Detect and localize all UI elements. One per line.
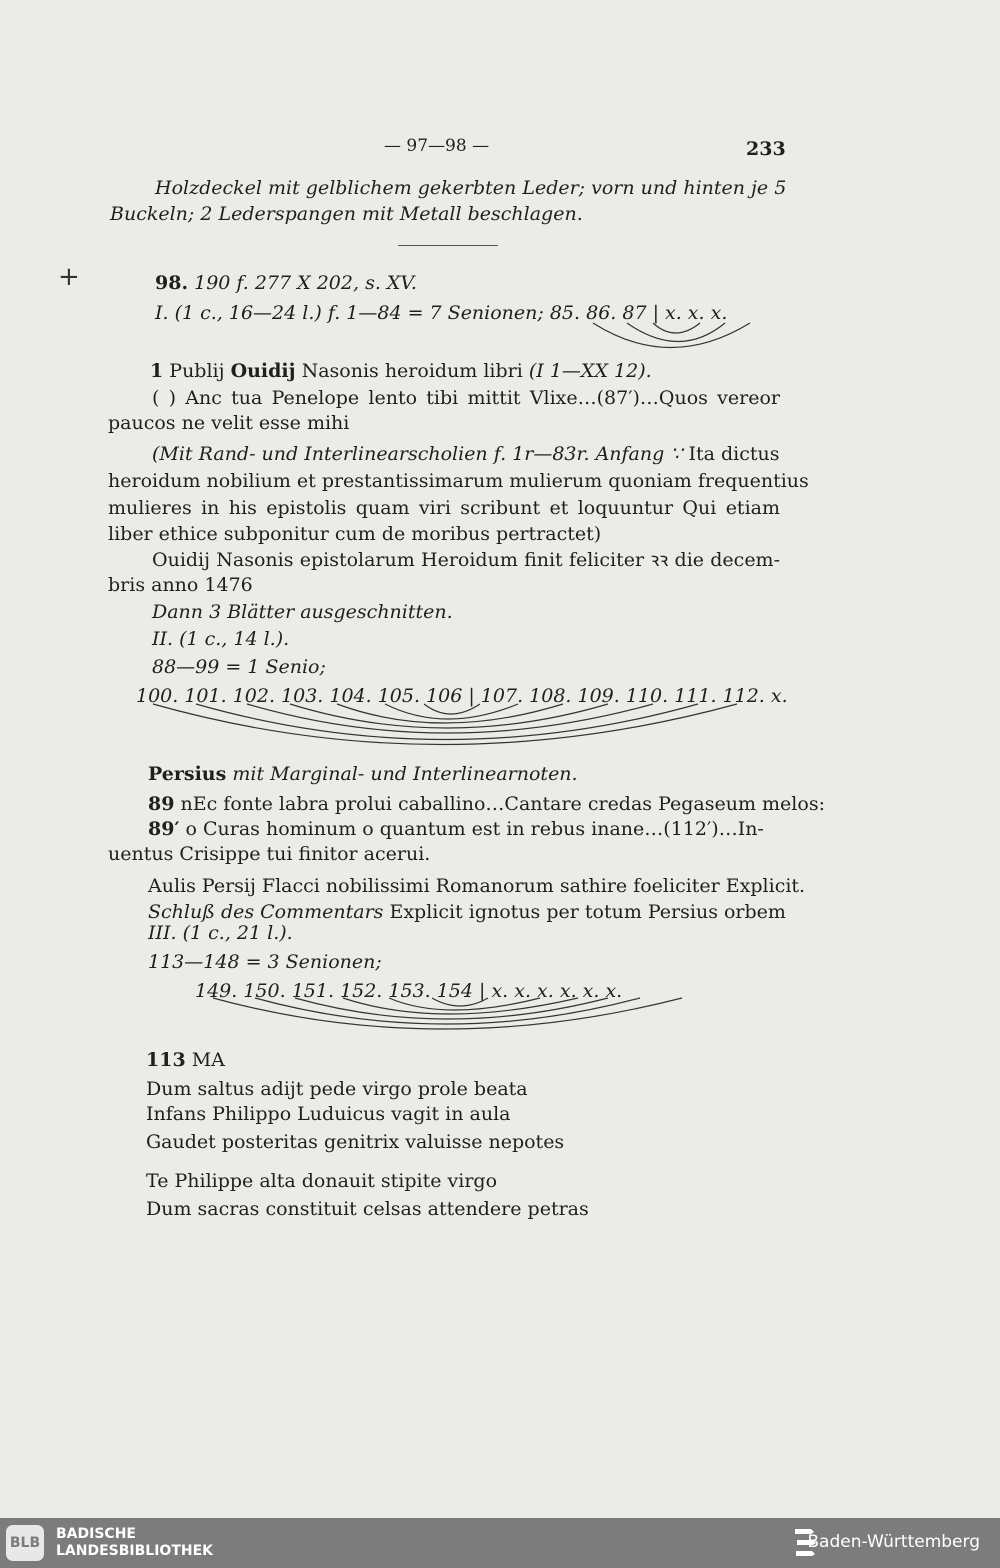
- text-line: Aulis Persij Flacci nobilissimi Romanorum sathire foeliciter Explicit.: [148, 875, 806, 897]
- text-line: heroidum nobilium et prestantissimarum mulierum quoniam frequentius: [108, 470, 809, 492]
- text-line: 88—99 = 1 Senio;: [152, 656, 326, 678]
- footer-bar: [0, 1518, 1000, 1568]
- item-number: 89: [148, 793, 175, 815]
- text-line: 100. 101. 102. 103. 104. 105. 106 | 107. 108. 109. 110. 111. 112. x.: [136, 685, 788, 707]
- text-line: 89′ o Curas hominum o quantum est in rebus inane…(112′)…In-: [148, 818, 764, 840]
- verse-line: Gaudet posteritas genitrix valuisse nepotes: [146, 1131, 565, 1153]
- text-line: Schluß des Commentars Explicit ignotus per totum Persius orbem: [148, 901, 786, 923]
- entry-description: 190 f. 277 X 202, s. XV.: [194, 272, 417, 294]
- text-line: 113—148 = 3 Senionen;: [148, 951, 382, 973]
- verse-line: Infans Philippo Luduicus vagit in aula: [146, 1103, 511, 1125]
- text-line: Holzdeckel mit gelblichem gekerbten Leder; vorn und hinten je 5: [155, 177, 787, 199]
- item-number: 89′: [148, 818, 180, 840]
- verse-line: Dum sacras constituit celsas attendere petras: [146, 1198, 589, 1220]
- text-line: Persius mit Marginal- und Interlinearnoten.: [148, 763, 578, 785]
- text-line: mulieres in his epistolis quam viri scribunt et loquuntur Qui etiam: [108, 497, 780, 519]
- margin-cross-mark: +: [58, 262, 80, 292]
- text-line: 113 MA: [146, 1049, 225, 1071]
- text-line: 89 nEc fonte labra prolui caballino…Cantare credas Pegaseum melos:: [148, 793, 825, 815]
- text-line: bris anno 1476: [108, 574, 253, 596]
- state-name[interactable]: Baden-Württemberg: [807, 1532, 980, 1552]
- page-number: 233: [746, 138, 786, 160]
- text-line: paucos ne velit esse mihi: [108, 412, 350, 434]
- text-line: uentus Crisippe tui finitor acerui.: [108, 843, 431, 865]
- text-line: I. (1 c., 16—24 l.) f. 1—84 = 7 Senionen; 85. 86. 87 | x. x. x.: [155, 302, 728, 324]
- running-header: — 97—98 —: [384, 136, 490, 156]
- blb-logo[interactable]: BLB: [6, 1525, 44, 1561]
- text-line: III. (1 c., 21 l.).: [148, 922, 293, 944]
- verse-line: Te Philippe alta donauit stipite virgo: [146, 1170, 498, 1192]
- text-line: liber ethice subponitur cum de moribus pertractet): [108, 523, 602, 545]
- text-line: Buckeln; 2 Lederspangen mit Metall beschlagen.: [110, 203, 583, 225]
- text-line: Ouidij Nasonis epistolarum Heroidum finit feliciter ꝛꝛ die decem-: [152, 549, 780, 571]
- text-line: 149. 150. 151. 152. 153. 154 | x. x. x. x. x. x.: [195, 980, 623, 1002]
- entry-number: 98.: [155, 272, 189, 294]
- item-number: 113: [146, 1049, 186, 1071]
- text-line: Dann 3 Blätter ausgeschnitten.: [152, 601, 453, 623]
- text-line: II. (1 c., 14 l.).: [152, 628, 290, 650]
- item-number: 1: [150, 360, 164, 382]
- library-name[interactable]: BADISCHE LANDESBIBLIOTHEK: [56, 1526, 214, 1559]
- verse-line: Dum saltus adijt pede virgo prole beata: [146, 1078, 528, 1100]
- text-line: (Mit Rand- und Interlinearscholien f. 1r—83r. Anfang ∵ Ita dictus: [152, 443, 780, 465]
- text-line: 1 Publij Ouidij Nasonis heroidum libri (I 1—XX 12).: [150, 360, 652, 382]
- text-line: ( ) Anc tua Penelope lento tibi mittit Vlixe…(87′)…Quos vereor: [152, 387, 780, 409]
